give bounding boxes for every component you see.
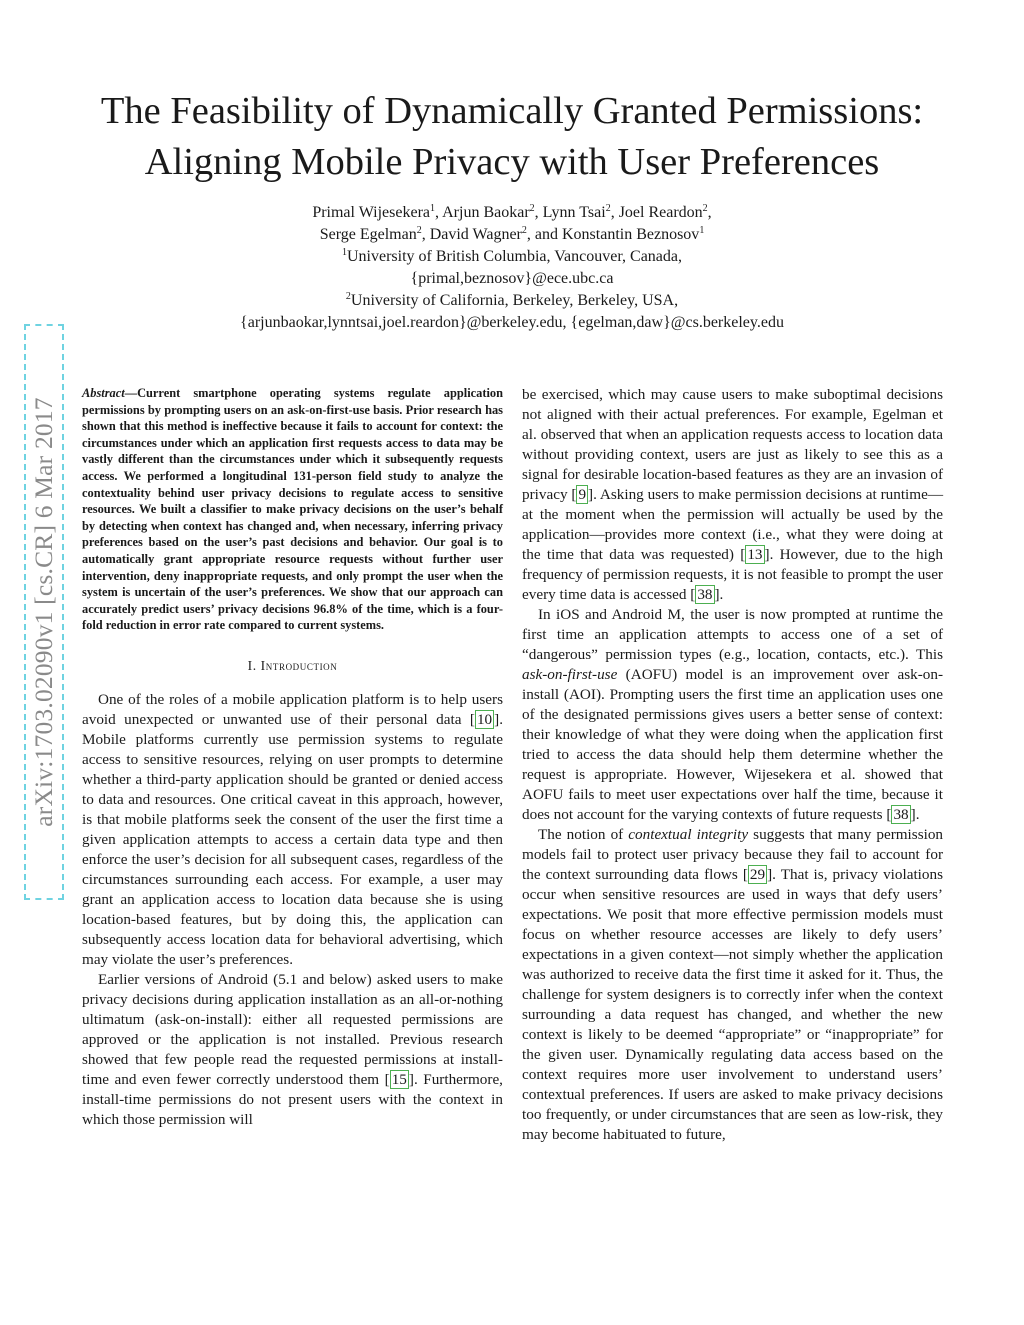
author-name: Arjun Baokar [442, 204, 530, 221]
citation-link[interactable]: 38 [893, 806, 909, 823]
arxiv-identifier-link[interactable] [24, 324, 64, 900]
citation-link[interactable]: 13 [747, 546, 763, 563]
abstract-label: Abstract [82, 386, 125, 400]
author-affiliation-mark: 1 [430, 203, 435, 214]
emphasis-term: contextual integrity [628, 826, 749, 843]
title-line-1: The Feasibility of Dynamically Granted Permissions: [100, 90, 924, 132]
citation-link[interactable]: 38 [697, 586, 713, 603]
author-name: Joel Reardon [618, 204, 703, 221]
abstract [82, 385, 503, 634]
author-block [0, 202, 1024, 334]
author-affiliation-mark: 1 [699, 225, 705, 236]
affiliation-1: $^1$University of British Columbia, Vancouver, Canada, [341, 247, 682, 265]
affiliation-mark: 2 [345, 291, 351, 302]
author-name: Primal Wijesekera [312, 204, 430, 221]
section-heading-introduction: I. Introduction [247, 657, 338, 673]
author-affiliation-mark: 2 [529, 203, 535, 214]
intro-paragraph-1: One of the roles of a mobile application platform is to help users avoid unexpected or unwanted use of their personal data [ 10 ]. Mobile platforms currently use permission systems to regulate access to sensitive resources, relying on user prompts to determine whether a third-party application should be granted or denied access to data and resources. One critical caveat in this approach, however, is that mobile platforms seek the consent of the user the first time a given application attempts to access a certain data type and then enforce the user’s decision for all subsequent cases, regardless of the circumstances surrounding each access. For example, a user may grant an application access to location data because she is using location-based features, but by doing this, the application can subsequently access location data for behavioral advertising, which may violate the user’s preferences. [82, 690, 503, 968]
title-line-2: Aligning Mobile Privacy with User Preferences [144, 141, 880, 183]
author-name: Konstantin Beznosov [561, 226, 700, 243]
citation-link[interactable]: 15 [391, 1070, 407, 1088]
abstract-text: —Current smartphone operating systems regulate application permissions by prompting users on an ask-on-first-use basis. Prior research has shown that this method is ineffective because it fails to account for context: the circumstances under which an application first requests access to data may be vastly different than the circumstances under which it subsequently requests access. We performed a longitudinal 131-person field study to analyze the contextuality behind user privacy decisions to regulate access to sensitive resources. We built a classifier to make privacy decisions on the user’s behalf by detecting when context has changed and, when necessary, inferring privacy preferences based on the user’s past decisions and behavior. Our goal is to automatically grant appropriate resource requests without further user intervention, deny inappropriate requests, and only prompt the user when the system is uncertain of the user’s preferences. We show that our approach can accurately predict users’ privacy decisions 96.8% of the time, which is a four-fold reduction in error rate compared to current systems. [82, 386, 503, 633]
author-name: David Wagner [429, 226, 522, 243]
right-column [522, 385, 943, 1145]
affiliation-mark: 1 [341, 247, 347, 258]
affiliation-2-email: {arjunbaokar,lynntsai,joel.reardon}@berkeley.edu, {egelman,daw}@cs.berkeley.edu [240, 314, 784, 331]
left-column [82, 385, 503, 1130]
emphasis-term: ask-on-first-use [522, 666, 618, 683]
arxiv-stamp-text: arXiv:1703.02090v1 [cs.CR] 6 Mar 2017 [29, 397, 58, 827]
author-affiliation-mark: 2 [521, 225, 527, 236]
affiliation-2: $^2$University of California, Berkeley, Berkeley, USA, [345, 291, 679, 309]
author-line-2: Serge Egelman$^2$, David Wagner$^2$, and Konstantin Beznosov$^1$ [319, 225, 705, 243]
author-name: Serge Egelman [319, 226, 417, 243]
citation-link[interactable]: 10 [476, 710, 493, 728]
author-line-1: Primal Wijesekera$^1$, Arjun Baokar$^2$, Lynn Tsai$^2$, Joel Reardon$^2$, [312, 203, 712, 221]
author-affiliation-mark: 2 [702, 203, 708, 214]
intro-paragraph-4: In iOS and Android M, the user is now prompted at runtime the first time an application attempts to access one of a set of “dangerous” permission types (e.g., location, contacts, etc.). This ask-on-first-use (AOFU) model is an improvement over ask-on-install (AOI). Prompting users the first time an application uses one of the designated permissions gives users a better sense of context: their knowledge of what they were doing when the application first tried to access the data should help them determine whether the request is appropriate. However, Wijesekera et al. showed that AOFU fails to meet user expectations over half the time, because it does not account for the varying contexts of future requests [ 38 ]. [522, 606, 943, 823]
author-affiliation-mark: 2 [605, 203, 611, 214]
intro-paragraph-5: The notion of contextual integrity suggests that many permission models fail to protect user privacy because they fail to account for the context surrounding data flows [ 29 ]. That is, privacy violations occur when sensitive resources are used in ways that defy users’ expectations. We posit that more effective permission models must focus on whether resource accesses are likely to defy users’ expectations in a given context—not simply whether the application was authorized to receive data the first time it asked for it. Thus, the challenge for system designers is to correctly infer when the context surrounding a data request has changed, and whether the new context is likely to be deemed “appropriate” or “inappropriate” for the given user. Dynamically regulating data access based on the context requires more user involvement to understand users’ contextual preferences. If users are asked to make privacy decisions too frequently, or under circumstances that are seen as low-risk, they may become habituated to future, [522, 826, 944, 1143]
paper-title [0, 86, 1024, 188]
citation-link[interactable]: 29 [749, 866, 766, 883]
citation-link[interactable]: 9 [578, 486, 587, 503]
author-name: Lynn Tsai [542, 204, 606, 221]
intro-paragraph-3: be exercised, which may cause users to make suboptimal decisions not aligned with their actual preferences. For example, Egelman et al. observed that when an application requests access to location data without providing context, users are just as likely to see this as a signal for desirable location-based features as they are an invasion of privacy [ 9 ]. Asking users to make permission decisions at runtime—at the moment when the permission will actually be used by the application—provides more context (i.e., what they were doing at the time that data was requested) [ 13 ]. However, due to the high frequency of permission requests, it is not feasible to prompt the user every time data is accessed [ 38 ]. [522, 386, 944, 603]
author-affiliation-mark: 2 [416, 225, 422, 236]
intro-paragraph-2: Earlier versions of Android (5.1 and below) asked users to make privacy decisions during application installation as an all-or-nothing ultimatum (ask-on-install): either all requested permissions are approved or the application is not installed. Previous research showed that few people read the requested permissions at install-time and even fewer correctly understood them [ 15 ]. Furthermore, install-time permissions do not present users with the context in which those permission will [82, 970, 503, 1128]
affiliation-1-email: {primal,beznosov}@ece.ubc.ca [410, 270, 614, 287]
